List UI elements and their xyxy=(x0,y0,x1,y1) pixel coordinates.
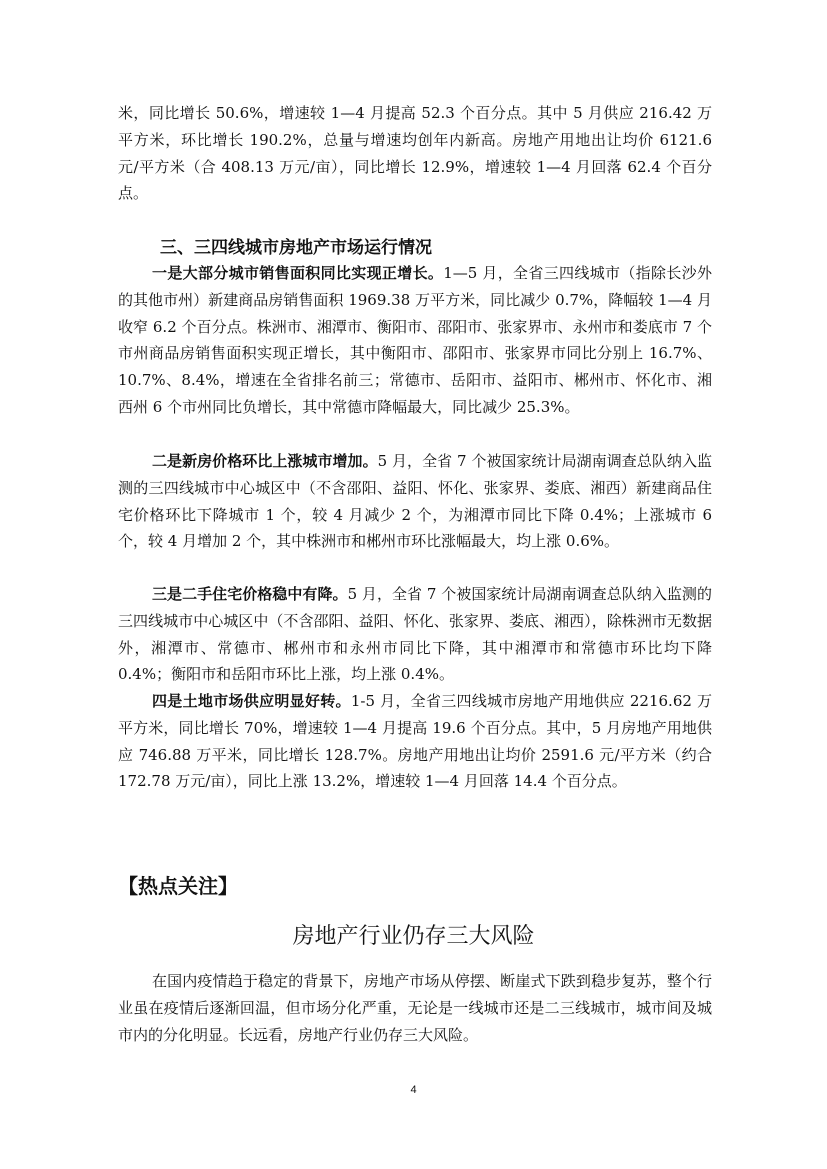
item-paragraph-1 xyxy=(118,260,712,421)
article-title: 房地产行业仍存三大风险 xyxy=(292,924,535,949)
intro-paragraph: 米，同比增长 50.6%，增速较 1—4 月提高 52.3 个百分点。其中 5 月供应 216.42 万平方米，环比增长 190.2%，总量与增速均创年内新高。房地产用地出让均价 6121.6 元/平方米（合 408.13 万元/亩），同比增长 12.9%，增速较 1—4 月回落 62.4 个百分点。 xyxy=(118,104,712,203)
item-text-3: 5 月，全省 7 个被国家统计局湖南调查总队纳入监测的三四线城市中心城区中（不含邵阳、益阳、怀化、张家界、娄底、湘西），除株洲市无数据外，湘潭市、常德市、郴州市和永州市同比下降，其中湘潭市和常德市环比均下降 0.4%；衡阳市和岳阳市环比上涨，均上涨 0.4%。 xyxy=(118,585,712,684)
item-text-1: 1—5 月，全省三四线城市（指除长沙外的其他市州）新建商品房销售面积 1969.38 万平方米，同比减少 0.7%，降幅较 1—4 月收窄 6.2 个百分点。株洲市、湘潭市、衡阳市、邵阳市、张家界市、永州市和娄底市 7 个市州商品房销售面积实现正增长，其中衡阳市、邵阳市、张家界市同比分别上 16.7%、10.7%、8.4%，增速在全省排名前三；常德市、岳阳市、益阳市、郴州市、怀化市、湘西州 6 个市州同比负增长，其中常德市降幅最大，同比减少 25.3%。 xyxy=(118,264,712,416)
item-lead-1: 一是大部分城市销售面积同比实现正增长。 xyxy=(152,264,444,282)
hot-topic-paragraph: 在国内疫情趋于稳定的背景下，房地产市场从停摆、断崖式下跌到稳步复苏，整个行业虽在疫情后逐渐回温，但市场分化严重，无论是一线城市还是二三线城市，城市间及城市内的分化明显。长远看，房地产行业仍存三大风险。 xyxy=(118,972,712,1044)
item-text-2: 5 月，全省 7 个被国家统计局湖南调查总队纳入监测的三四线城市中心城区中（不含邵阳、益阳、怀化、张家界、娄底、湘西）新建商品住宅价格环比下降城市 1 个，较 4 月减少 2 个，为湘潭市同比下降 0.4%；上涨城市 6 个，较 4 月增加 2 个，其中株洲市和郴州市环比涨幅最大，均上涨 0.6%。 xyxy=(118,452,712,551)
item-lead-4: 四是土地市场供应明显好转。 xyxy=(152,692,351,710)
section-heading: 三、三四线城市房地产市场运行情况 xyxy=(160,238,432,258)
item-paragraph-2 xyxy=(118,448,712,555)
item-lead-3: 三是二手住宅价格稳中有降。 xyxy=(152,585,348,603)
item-paragraph-3 xyxy=(118,581,712,688)
item-paragraph-4 xyxy=(118,688,712,795)
page-number: 4 xyxy=(410,1084,417,1096)
hot-topic-heading: 【热点关注】 xyxy=(118,874,238,898)
item-lead-2: 二是新房价格环比上涨城市增加。 xyxy=(152,452,378,470)
item-text-4: 1-5 月，全省三四线城市房地产用地供应 2216.62 万平方米，同比增长 70%，增速较 1—4 月提高 19.6 个百分点。其中，5 月房地产用地供应 746.88 万平米，同比增长 128.7%。房地产用地出让均价 2591.6 元/平方米（约合 172.78 万元/亩），同比上涨 13.2%，增速较 1—4 月回落 14.4 个百分点。 xyxy=(118,692,712,791)
